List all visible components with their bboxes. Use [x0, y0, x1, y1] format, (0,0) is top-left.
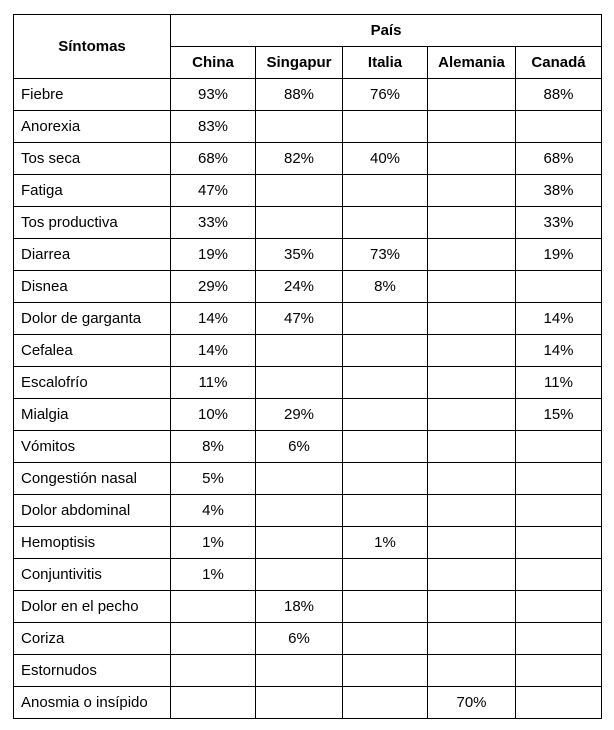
symptom-cell: Tos productiva: [14, 207, 171, 239]
table-row: [14, 271, 602, 303]
value-cell: [343, 431, 428, 463]
symptom-cell: Hemoptisis: [14, 527, 171, 559]
value-cell: 76%: [343, 79, 428, 111]
value-cell: 47%: [256, 303, 343, 335]
value-cell: [516, 687, 602, 719]
country-group-header: País: [171, 15, 602, 47]
value-cell: 11%: [171, 367, 256, 399]
table-row: [14, 367, 602, 399]
value-cell: [516, 623, 602, 655]
value-cell: 83%: [171, 111, 256, 143]
value-cell: [343, 335, 428, 367]
value-cell: 8%: [171, 431, 256, 463]
value-cell: 33%: [516, 207, 602, 239]
value-cell: [428, 399, 516, 431]
table-row: [14, 623, 602, 655]
symptom-cell: Estornudos: [14, 655, 171, 687]
table-row: [14, 527, 602, 559]
symptom-cell: Vómitos: [14, 431, 171, 463]
value-cell: 33%: [171, 207, 256, 239]
value-cell: 1%: [343, 527, 428, 559]
table-body: [14, 79, 602, 719]
value-cell: 73%: [343, 239, 428, 271]
value-cell: [256, 111, 343, 143]
value-cell: 14%: [171, 303, 256, 335]
table-row: [14, 303, 602, 335]
table-row: [14, 399, 602, 431]
table-row: [14, 111, 602, 143]
value-cell: 8%: [343, 271, 428, 303]
value-cell: [428, 239, 516, 271]
value-cell: 35%: [256, 239, 343, 271]
value-cell: 5%: [171, 463, 256, 495]
table-row: [14, 431, 602, 463]
value-cell: [256, 367, 343, 399]
value-cell: 19%: [171, 239, 256, 271]
value-cell: [171, 623, 256, 655]
value-cell: 29%: [171, 271, 256, 303]
value-cell: 1%: [171, 559, 256, 591]
value-cell: [343, 367, 428, 399]
value-cell: [343, 399, 428, 431]
value-cell: [516, 591, 602, 623]
value-cell: [171, 591, 256, 623]
value-cell: 68%: [171, 143, 256, 175]
value-cell: [343, 463, 428, 495]
symptom-cell: Anosmia o insípido: [14, 687, 171, 719]
value-cell: [256, 655, 343, 687]
table-row: [14, 207, 602, 239]
table-row: [14, 591, 602, 623]
value-cell: [343, 303, 428, 335]
symptom-cell: Diarrea: [14, 239, 171, 271]
value-cell: 82%: [256, 143, 343, 175]
value-cell: 24%: [256, 271, 343, 303]
value-cell: [428, 591, 516, 623]
value-cell: [516, 463, 602, 495]
value-cell: [428, 303, 516, 335]
value-cell: 14%: [171, 335, 256, 367]
value-cell: 93%: [171, 79, 256, 111]
symptom-cell: Fiebre: [14, 79, 171, 111]
value-cell: [256, 527, 343, 559]
value-cell: [428, 527, 516, 559]
table-row: [14, 655, 602, 687]
value-cell: 40%: [343, 143, 428, 175]
value-cell: [343, 559, 428, 591]
table-row: [14, 79, 602, 111]
table-row: [14, 143, 602, 175]
value-cell: 70%: [428, 687, 516, 719]
table-row: [14, 175, 602, 207]
table-row: [14, 463, 602, 495]
value-cell: [516, 111, 602, 143]
country-header-china: China: [171, 47, 256, 79]
symptom-cell: Anorexia: [14, 111, 171, 143]
value-cell: 6%: [256, 623, 343, 655]
value-cell: [428, 495, 516, 527]
value-cell: [516, 495, 602, 527]
value-cell: [343, 175, 428, 207]
value-cell: 1%: [171, 527, 256, 559]
table-row: [14, 335, 602, 367]
value-cell: [428, 207, 516, 239]
value-cell: [256, 559, 343, 591]
value-cell: [516, 655, 602, 687]
value-cell: [343, 495, 428, 527]
value-cell: 29%: [256, 399, 343, 431]
value-cell: 6%: [256, 431, 343, 463]
symptom-cell: Cefalea: [14, 335, 171, 367]
value-cell: 10%: [171, 399, 256, 431]
value-cell: [343, 111, 428, 143]
value-cell: [428, 367, 516, 399]
table-header: [14, 15, 602, 79]
value-cell: [516, 431, 602, 463]
value-cell: [256, 207, 343, 239]
header-row-group: [14, 15, 602, 47]
value-cell: 47%: [171, 175, 256, 207]
table-row: [14, 239, 602, 271]
value-cell: [428, 431, 516, 463]
symptom-cell: Coriza: [14, 623, 171, 655]
value-cell: [428, 463, 516, 495]
country-header-alemania: Alemania: [428, 47, 516, 79]
value-cell: [428, 111, 516, 143]
value-cell: [343, 623, 428, 655]
value-cell: [516, 271, 602, 303]
value-cell: [256, 687, 343, 719]
value-cell: 68%: [516, 143, 602, 175]
value-cell: 38%: [516, 175, 602, 207]
value-cell: [256, 463, 343, 495]
table-row: [14, 559, 602, 591]
symptom-cell: Dolor de garganta: [14, 303, 171, 335]
value-cell: [343, 687, 428, 719]
symptom-cell: Dolor abdominal: [14, 495, 171, 527]
value-cell: [256, 335, 343, 367]
value-cell: [516, 527, 602, 559]
value-cell: 4%: [171, 495, 256, 527]
value-cell: [428, 271, 516, 303]
symptom-cell: Fatiga: [14, 175, 171, 207]
symptom-cell: Conjuntivitis: [14, 559, 171, 591]
symptoms-table-container: [13, 14, 602, 719]
table-row: [14, 687, 602, 719]
value-cell: 11%: [516, 367, 602, 399]
country-header-canada: Canadá: [516, 47, 602, 79]
value-cell: 19%: [516, 239, 602, 271]
value-cell: [428, 175, 516, 207]
value-cell: 88%: [516, 79, 602, 111]
value-cell: 15%: [516, 399, 602, 431]
value-cell: [171, 687, 256, 719]
table-row: [14, 495, 602, 527]
symptom-cell: Tos seca: [14, 143, 171, 175]
symptom-cell: Dolor en el pecho: [14, 591, 171, 623]
symptom-cell: Escalofrío: [14, 367, 171, 399]
value-cell: 18%: [256, 591, 343, 623]
symptom-cell: Disnea: [14, 271, 171, 303]
value-cell: [343, 207, 428, 239]
value-cell: 14%: [516, 335, 602, 367]
value-cell: [428, 143, 516, 175]
value-cell: [343, 655, 428, 687]
value-cell: [428, 655, 516, 687]
symptoms-by-country-table: [13, 14, 602, 719]
value-cell: [516, 559, 602, 591]
symptom-cell: Congestión nasal: [14, 463, 171, 495]
value-cell: [428, 79, 516, 111]
symptom-column-header: Síntomas: [14, 15, 171, 79]
value-cell: [256, 495, 343, 527]
value-cell: [428, 335, 516, 367]
country-header-italia: Italia: [343, 47, 428, 79]
value-cell: [428, 623, 516, 655]
country-header-singapur: Singapur: [256, 47, 343, 79]
symptom-cell: Mialgia: [14, 399, 171, 431]
value-cell: [343, 591, 428, 623]
value-cell: [428, 559, 516, 591]
value-cell: [171, 655, 256, 687]
value-cell: 88%: [256, 79, 343, 111]
value-cell: [256, 175, 343, 207]
value-cell: 14%: [516, 303, 602, 335]
